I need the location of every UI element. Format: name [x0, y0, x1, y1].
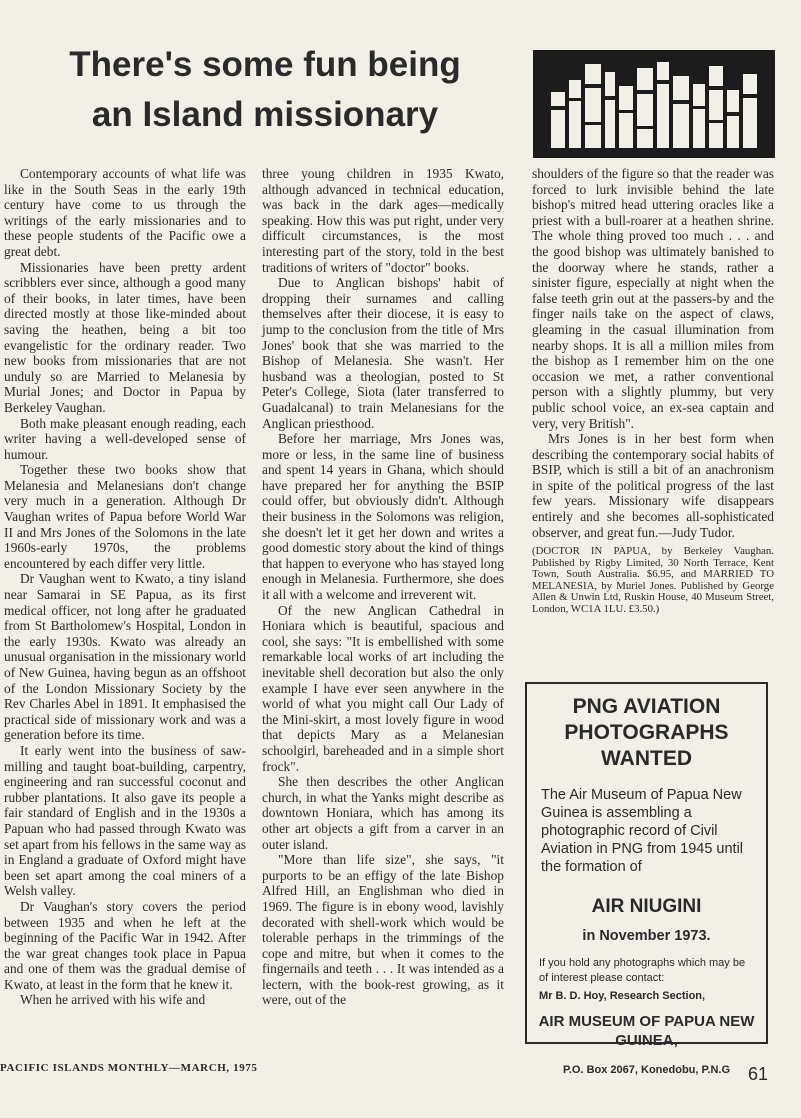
paragraph: Contemporary accounts of what life was like in the South Seas in the early 19th century have come to us through the writings of the early missionaries and to these people students of the Pacific owe a great debt.	[4, 166, 246, 259]
ad-contact-text: If you hold any photographs which may be of interest please contact:	[539, 957, 746, 984]
article-column-1	[4, 166, 246, 1008]
paragraph: When he arrived with his wife and	[20, 992, 206, 1008]
paragraph: Before her marriage, Mrs Jones was, more or less, in the same line of business and spent 14 years in Ghana, which should have prepared her for anything the BSIP could offer, but obviously didn't. Although their business in the Solomons was religion, she doesn't let it get her down and writes a good domestic story about the kind of things that happen to everyone who has stayed long enough in Melanesia. Furthermore, she does it all with a welcome and irreverent wit.	[262, 431, 504, 603]
paragraph: Missionaries have been pretty ardent scribblers ever since, although a good many of their books, in later times, have been directed mostly at those like-minded about saving the heathen, being a bit too evangelistic for the ordinary reader. Two new books from missionaries that are not unduly so are Married to Melanesia by Murial Jones; and Doctor in Papua by Berkeley Vaughan.	[4, 259, 246, 415]
title-line-1: There's some fun being	[69, 45, 461, 84]
paragraph: Together these two books show that Melanesia and Melanesians don't change very much in a generation. Although Dr Vaughan writes of Papua before World War II and Mrs Jones of the Solomons in the late 1960s-early 1970s, the problems encountered by each differ very little.	[4, 462, 246, 571]
paragraph: "More than life size", she says, "it purports to be an effigy of the late Bishop Alfred Hill, an Englishman who died in 1969. The figure is in ebony wood, lavishly decorated with shell-work which would be tolerable perhaps in the trimmings of the cope and mitre, but when it comes to the fingernails and teeth . . . It was intended as a lectern, with the book-rest growing, as it were, out of the	[262, 852, 504, 1008]
paragraph: Due to Anglican bishops' habit of dropping their surnames and calling themselves after their diocese, it is easy to jump to the conclusion from the title of Mrs Jones' book that she was married to the Bishop of Melanesia. She wasn't. Her husband was a theologian, posted to St Peter's College, Siota (later transferred to Guadalcanal) to train Melanesians for the Anglican priesthood.	[262, 275, 504, 431]
article-title	[40, 40, 490, 140]
title-line-2: an Island missionary	[91, 95, 439, 134]
paragraph: Dr Vaughan's story covers the period between 1935 and when he left at the beginning of the Pacific War in 1942. After the war great changes took place in Papua and one of them was the gradual demise of Kwato, at least in the form that he knew it.	[4, 898, 246, 992]
ad-contact-name: Mr B. D. Hoy, Research Section,	[539, 990, 706, 1002]
ad-headline	[527, 694, 766, 772]
ad-address: P.O. Box 2067, Konedobu, P.N.G	[562, 1064, 731, 1076]
ad-organisation-line: AIR MUSEUM OF PAPUA NEW	[538, 1013, 755, 1030]
paragraph: shoulders of the figure so that the reader was forced to lurk invisible behind the late bishop's mitred head uttering oracles like a priest with a bull-roarer at a heathen shrine. The whole thing proved too much . . . and the good bishop was ultimately banished to the doorway where he stands, rather a sinister figure, especially at night when the false teeth grin out at the passers-by and the finger nails take on the aspect of claws, gleaming in the casual illumination from nearby shops. It is all a million miles from the bishop as I remember him on the one occasion we met, a rather conventional person with a slightly plummy, but very public school voice, an ex-sea captain and very, very British".	[532, 166, 774, 431]
article-column-2	[262, 166, 504, 1008]
paragraph: Mrs Jones is in her best form when describing the contemporary social habits of BSIP, which is still a bit of an anachronism in spite of the political progress of the last few years. Missionary wife disappears entirely and she becomes all-sophisticated observer, and great fun.—Judy Tudor.	[532, 431, 774, 540]
ad-headline-line: WANTED	[601, 747, 692, 770]
ad-organisation-line: GUINEA,	[615, 1032, 678, 1049]
paragraph: It early went into the business of saw-milling and taught boat-building, carpentry, engineering and ran successful coconut and rubber plantations. It also gave its people a fair standard of English and in the 1930s a Papuan who had passed through Kwato was set apart from his fellows in the same way as in England a graduate of Oxford might have been set apart among the coal miners of a Welsh valley.	[4, 742, 246, 899]
ad-headline-line: PNG AVIATION	[572, 695, 721, 718]
publication-footer: PACIFIC ISLANDS MONTHLY—MARCH, 1975	[0, 1062, 258, 1074]
paragraph: Both make pleasant enough reading, each writer having a well-developed sense of humour.	[4, 415, 246, 462]
paragraph: three young children in 1935 Kwato, although advanced in technical education, was back in the dark ages—medically speaking. How this was put right, under very difficult circumstances, is the most interesting part of the story, told in the best traditions of writers of "doctor" books.	[262, 166, 504, 275]
paragraph: Of the new Anglican Cathedral in Honiara which is beautiful, spacious and cool, she says: "It is embellished with some remarkable local works of art including the inevitable shell decoration but also the only example I have ever seen anywhere in the world of what you might call Our Lady of the Mini-skirt, a most lovely figure in wood that depicts Mary as a Melanesian schoolgirl, bareheaded and in a simple short frock".	[262, 602, 504, 774]
ad-headline-line: PHOTOGRAPHS	[564, 721, 729, 744]
paragraph: Dr Vaughan went to Kwato, a tiny island near Samarai in SE Papua, as its first medical officer, not long after he graduated from St Bartholomew's Hospital, London in the early 1930s. Kwato was already an unusual organisation in the missionary world of New Guinea, having begun as an offshoot of the London Missionary Society by the Rev Charles Abel in 1891. It emphasised the practical side of missionary work and was a generation before its time.	[4, 571, 246, 743]
paragraph: She then describes the other Anglican church, in what the Yanks might describe as downtown Honiara, which has among its other art objects a gift from a carver in an outer island.	[262, 774, 504, 852]
bookshelf-icon	[533, 50, 775, 158]
bookshelf-illustration	[533, 50, 775, 158]
book-credits: (DOCTOR IN PAPUA, by Berkeley Vaughan. Published by Rigby Limited, 30 North Terrace, Kent Town, South Australia. $6.95, and MARRIED TO MELANESIA, by Muriel Jones. Published by George Allen & Unwin Ltd, Ruskin House, 40 Museum Street, London, WC1A 1LU. £3.50.)	[532, 545, 774, 615]
ad-airline: AIR NIUGINI	[591, 896, 702, 917]
ad-body: The Air Museum of Papua New Guinea is assembling a photographic record of Civil Aviation in PNG from 1945 until the formation of	[541, 787, 744, 875]
ad-organisation	[527, 1012, 766, 1050]
ad-date: in November 1973.	[582, 928, 711, 944]
article-column-3	[532, 166, 774, 615]
page-number: 61	[748, 1064, 769, 1084]
